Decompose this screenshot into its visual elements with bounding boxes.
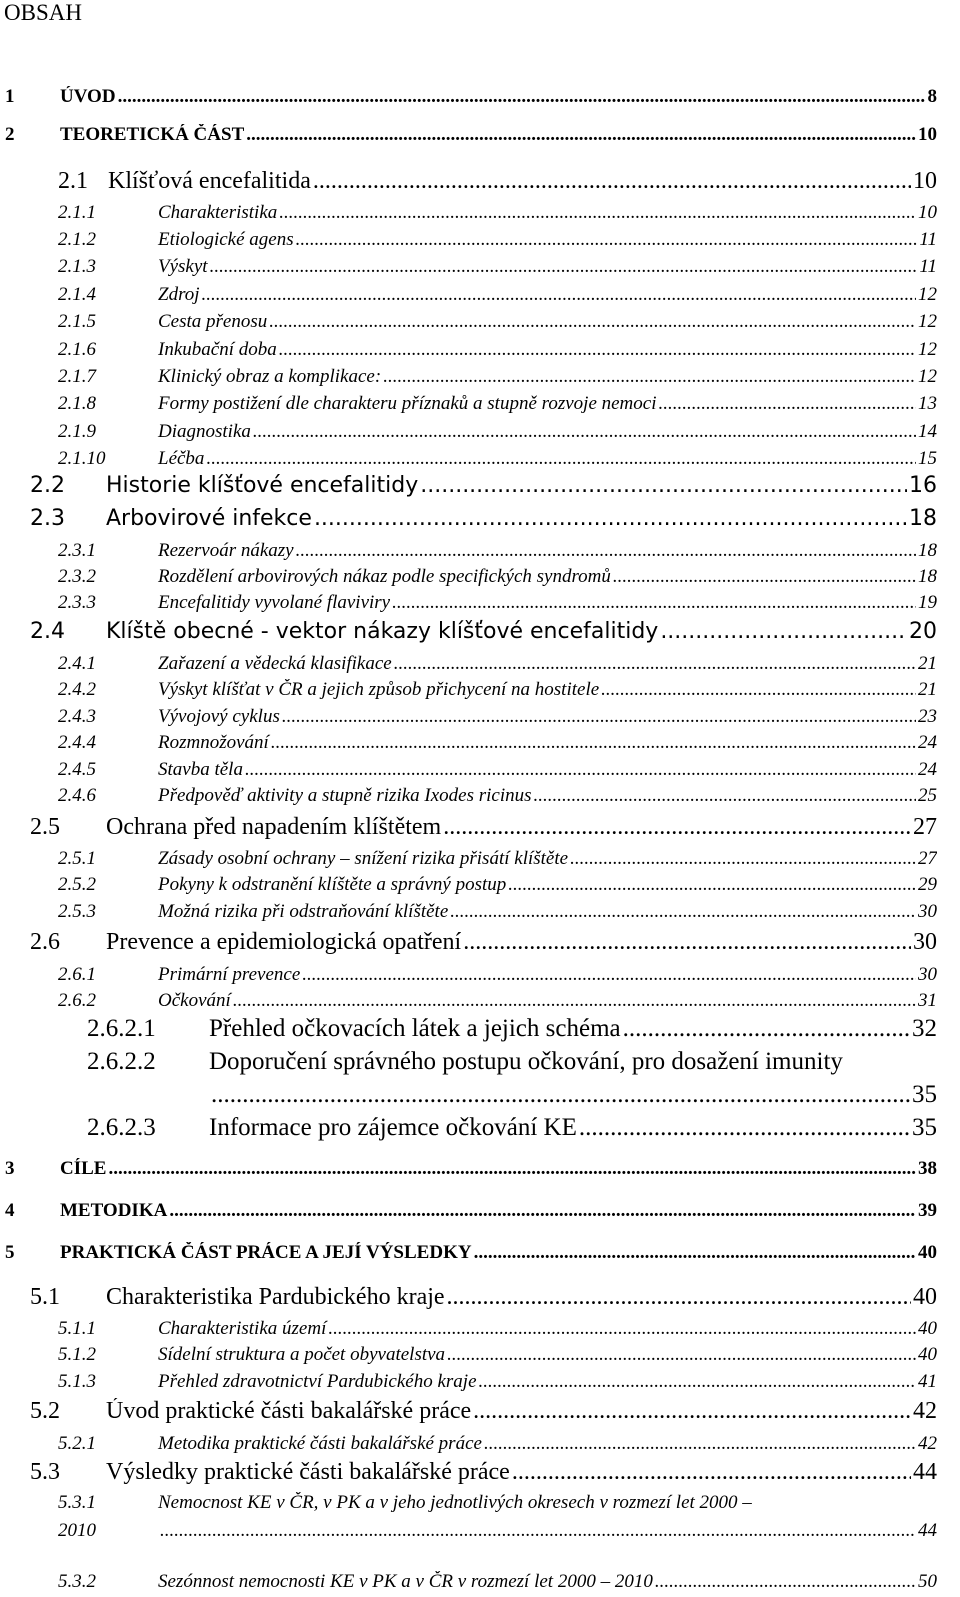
toc-entry[interactable] [5, 1200, 937, 1222]
toc-entry-page: 12 [918, 311, 937, 332]
toc-entry[interactable] [58, 256, 937, 278]
toc-entry[interactable] [87, 1114, 937, 1142]
toc-entry-number: 2.1.10 [58, 448, 106, 469]
toc-entry-page: 24 [918, 759, 937, 780]
toc-entry-label: Diagnostika [158, 421, 251, 442]
toc-leader-dots [447, 1284, 911, 1311]
toc-entry-label: Metodika praktické části bakalářské práce [158, 1433, 482, 1454]
toc-leader-dots [269, 311, 916, 333]
toc-entry[interactable] [58, 848, 937, 870]
toc-entry[interactable] [30, 929, 937, 956]
toc-leader-dots [392, 592, 916, 614]
toc-entry[interactable] [58, 393, 937, 415]
toc-entry-page: 27 [918, 848, 937, 869]
toc-entry-page: 40 [918, 1242, 937, 1263]
toc-entry-page: 41 [918, 1371, 937, 1392]
toc-leader-dots [512, 1459, 911, 1486]
toc-entry-label: Úvod praktické části bakalářské práce [106, 1398, 472, 1424]
toc-entry-page: 40 [913, 1284, 937, 1310]
toc-leader-dots [394, 653, 916, 675]
toc-entry[interactable] [58, 1492, 937, 1514]
toc-entry-page: 40 [918, 1318, 937, 1339]
toc-entry-page: 18 [909, 506, 937, 531]
toc-leader-dots [655, 1571, 916, 1593]
toc-entry-page: 13 [918, 393, 937, 414]
toc-entry-number: 2.3.1 [58, 540, 96, 561]
toc-entry-page: 30 [913, 929, 937, 955]
toc-entry-continuation[interactable] [58, 1520, 937, 1542]
toc-leader-dots [613, 566, 916, 588]
toc-entry[interactable] [58, 311, 937, 333]
toc-entry[interactable] [58, 990, 937, 1012]
toc-entry-page: 32 [912, 1015, 937, 1042]
toc-entry-page: 16 [909, 473, 937, 498]
toc-entry-number: 1 [5, 86, 15, 107]
toc-leader-dots [302, 964, 916, 986]
toc-entry-number: 2.5.1 [58, 848, 96, 869]
toc-entry[interactable] [58, 706, 937, 728]
toc-entry-label: Možná rizika při odstraňování klíštěte [158, 901, 449, 922]
toc-leader-dots [601, 679, 916, 701]
toc-entry-page: 18 [918, 540, 937, 561]
toc-entry[interactable] [58, 732, 937, 754]
toc-leader-dots [233, 990, 916, 1012]
toc-entry-page: 44 [913, 1459, 937, 1485]
toc-entry-number: 4 [5, 1200, 15, 1221]
toc-entry-label: Výskyt [158, 256, 208, 277]
toc-entry-number: 2.1.4 [58, 284, 96, 305]
toc-entry-page: 18 [918, 566, 937, 587]
toc-entry-page: 12 [918, 366, 937, 387]
toc-entry-page: 14 [918, 421, 937, 442]
toc-leader-dots [246, 124, 916, 146]
toc-entry-page: 42 [913, 1398, 937, 1424]
toc-entry[interactable] [30, 1398, 937, 1425]
toc-entry-number: 2.1 [58, 168, 88, 194]
toc-entry-number: 2.4.2 [58, 679, 96, 700]
toc-entry[interactable] [58, 1371, 937, 1393]
toc-entry[interactable] [58, 202, 937, 224]
toc-entry-continuation[interactable] [209, 1081, 937, 1109]
toc-entry[interactable] [87, 1015, 937, 1043]
toc-entry-page: 42 [918, 1433, 937, 1454]
toc-entry[interactable] [58, 785, 937, 807]
toc-entry-label: Výskyt klíšťat v ČR a jejich způsob přichycení na hostitele [158, 679, 600, 700]
toc-entry-number: 5.1.3 [58, 1371, 96, 1392]
toc-entry[interactable] [58, 1344, 937, 1366]
toc-entry-page: 20 [909, 619, 937, 644]
toc-entry-page: 19 [918, 592, 937, 613]
toc-leader-dots [282, 706, 916, 728]
toc-entry-label: Zařazení a vědecká klasifikace [158, 653, 392, 674]
toc-entry-number: 2.6 [30, 929, 60, 955]
toc-entry[interactable] [30, 1459, 937, 1486]
toc-leader-dots [253, 421, 916, 443]
toc-entry-label: Historie klíšťové encefalitidy [106, 473, 419, 498]
toc-leader-dots [328, 1318, 916, 1340]
toc-entry-number: 5.2 [30, 1398, 60, 1424]
toc-entry-label: Charakteristika [158, 202, 278, 223]
toc-entry[interactable] [58, 448, 937, 470]
toc-entry-label: Předpověď aktivity a stupně rizika Ixodes ricinus [158, 785, 532, 806]
toc-entry-label: Pokyny k odstranění klíštěte a správný postup [158, 874, 507, 895]
toc-entry-number: 2.6.2.1 [87, 1015, 156, 1042]
toc-entry-page: 23 [918, 706, 937, 727]
toc-leader-dots [579, 1114, 910, 1142]
toc-leader-dots [211, 1081, 910, 1109]
toc-entry-label: Primární prevence [158, 964, 301, 985]
toc-entry-number: 5.3.1 [58, 1492, 96, 1513]
toc-entry-label: Ochrana před napadením klíštětem [106, 814, 442, 840]
toc-entry-label: Stavba těla [158, 759, 243, 780]
toc-entry-page: 21 [918, 653, 937, 674]
toc-entry[interactable] [58, 759, 937, 781]
toc-entry[interactable] [5, 124, 937, 146]
toc-entry-page: 12 [918, 339, 937, 360]
toc-entry-label: PRAKTICKÁ ČÁST PRÁCE A JEJÍ VÝSLEDKY [60, 1242, 472, 1263]
toc-entry-number: 2.1.9 [58, 421, 96, 442]
toc-leader-dots [450, 901, 916, 923]
toc-entry-label: CÍLE [60, 1158, 107, 1179]
toc-entry-number: 2.6.2.3 [87, 1114, 156, 1141]
toc-entry-label: TEORETICKÁ ČÁST [60, 124, 245, 145]
toc-entry-page: 44 [918, 1520, 937, 1541]
toc-entry-page: 10 [918, 202, 937, 223]
toc-entry-page: 25 [918, 785, 937, 806]
toc-entry-number: 2.4.6 [58, 785, 96, 806]
toc-entry-label: Zásady osobní ochrany – snížení rizika přisátí klíštěte [158, 848, 569, 869]
toc-entry-label: Doporučení správného postupu očkování, pro dosažení imunity [209, 1048, 843, 1075]
toc-leader-dots [296, 229, 918, 251]
toc-entry[interactable] [58, 1571, 937, 1593]
toc-entry-label: Klinický obraz a komplikace: [158, 366, 382, 387]
toc-entry-number: 2.4 [30, 619, 65, 644]
toc-entry[interactable] [58, 1433, 937, 1455]
toc-entry-page: 11 [919, 256, 937, 277]
toc-entry-page: 8 [927, 86, 937, 107]
toc-entry[interactable] [58, 1318, 937, 1340]
toc-entry-label: Zdroj [158, 284, 200, 305]
toc-leader-dots [271, 732, 916, 754]
toc-entry[interactable] [30, 619, 937, 644]
toc-entry-label: Klíšťová encefalitida [108, 168, 311, 194]
toc-entry[interactable] [58, 964, 937, 986]
toc-entry-page: 50 [918, 1571, 937, 1592]
toc-entry-number: 2.1.5 [58, 311, 96, 332]
toc-entry-label: Charakteristika území [158, 1318, 327, 1339]
toc-leader-dots [463, 929, 911, 956]
toc-entry[interactable] [58, 566, 937, 588]
toc-entry-page: 15 [918, 448, 937, 469]
toc-leader-dots [508, 874, 916, 896]
toc-entry-number: 5 [5, 1242, 15, 1263]
toc-entry-number: 2.5 [30, 814, 60, 840]
toc-entry[interactable] [58, 653, 937, 675]
toc-entry-label: Přehled zdravotnictví Pardubického kraje [158, 1371, 477, 1392]
toc-entry-label: Rozmnožování [158, 732, 269, 753]
toc-entry-number: 2 [5, 124, 15, 145]
toc-leader-dots [160, 1520, 916, 1542]
toc-leader-dots [473, 1398, 911, 1425]
toc-entry-number: 5.1.2 [58, 1344, 96, 1365]
toc-entry-number: 5.3 [30, 1459, 60, 1485]
toc-leader-dots [202, 284, 916, 306]
toc-entry-page: 10 [918, 124, 937, 145]
toc-entry-page: 35 [912, 1114, 937, 1141]
toc-entry-page: 27 [913, 814, 937, 840]
toc-leader-dots [118, 86, 926, 108]
toc-entry-number: 5.1.1 [58, 1318, 96, 1339]
toc-entry-number: 2.6.2 [58, 990, 96, 1011]
toc-leader-dots [210, 256, 918, 278]
toc-entry-number: 2.1.1 [58, 202, 96, 223]
toc-entry-number: 5.3.2 [58, 1571, 96, 1592]
toc-leader-dots [314, 506, 907, 531]
toc-entry-page: 29 [918, 874, 937, 895]
toc-leader-dots [659, 393, 917, 415]
toc-entry[interactable] [58, 592, 937, 614]
toc-entry[interactable] [58, 679, 937, 701]
toc-entry-number: 2.6.2.2 [87, 1048, 156, 1075]
toc-leader-dots [108, 1158, 916, 1180]
toc-entry[interactable] [5, 1158, 937, 1180]
toc-entry-label: Formy postižení dle charakteru příznaků a stupně rozvoje nemoci [158, 393, 657, 414]
toc-entry[interactable] [5, 1242, 937, 1264]
toc-entry-label: Inkubační doba [158, 339, 277, 360]
toc-leader-dots [479, 1371, 916, 1393]
toc-entry-number: 2.3 [30, 506, 65, 531]
toc-leader-dots [313, 168, 911, 195]
toc-entry-number: 5.1 [30, 1284, 60, 1310]
toc-leader-dots [570, 848, 916, 870]
toc-entry[interactable] [58, 284, 937, 306]
toc-entry[interactable] [87, 1048, 937, 1076]
toc-entry-label-continuation: 2010 [58, 1520, 96, 1541]
toc-leader-dots [447, 1344, 916, 1366]
toc-entry-page: 12 [918, 284, 937, 305]
toc-entry-number: 2.4.1 [58, 653, 96, 674]
toc-entry-label: Sídelní struktura a počet obyvatelstva [158, 1344, 446, 1365]
toc-entry[interactable] [30, 473, 937, 498]
toc-entry-number: 2.1.6 [58, 339, 96, 360]
toc-entry-number: 2.1.7 [58, 366, 96, 387]
toc-entry-label: Prevence a epidemiologická opatření [106, 929, 462, 955]
toc-entry-page: 11 [919, 229, 937, 250]
toc-entry[interactable] [58, 229, 937, 251]
toc-entry-page: 10 [913, 168, 937, 194]
toc-entry-label: METODIKA [60, 1200, 168, 1221]
toc-entry-number: 2.1.3 [58, 256, 96, 277]
toc-entry-page: 39 [918, 1200, 937, 1221]
toc-leader-dots [206, 448, 916, 470]
toc-entry[interactable] [58, 874, 937, 896]
toc-leader-dots [443, 814, 911, 841]
toc-leader-dots [279, 339, 916, 361]
toc-leader-dots [383, 366, 916, 388]
toc-entry-page: 21 [918, 679, 937, 700]
toc-leader-dots [660, 619, 907, 644]
toc-leader-dots [534, 785, 916, 807]
toc-entry-page: 30 [918, 964, 937, 985]
toc-entry-number: 2.5.3 [58, 901, 96, 922]
toc-entry[interactable] [58, 168, 937, 195]
toc-entry-label: Informace pro zájemce očkování KE [209, 1114, 577, 1141]
toc-leader-dots [474, 1242, 916, 1264]
toc-leader-dots [296, 540, 916, 562]
toc-entry-label: Arbovirové infekce [106, 506, 312, 531]
toc-entry-label: Rozdělení arbovirových nákaz podle specifických syndromů [158, 566, 611, 587]
toc-entry-page: 38 [918, 1158, 937, 1179]
toc-entry-label: Sezónnost nemocnosti KE v PK a v ČR v rozmezí let 2000 – 2010 [158, 1571, 653, 1592]
toc-entry[interactable] [58, 901, 937, 923]
toc-entry-page: 35 [912, 1081, 937, 1108]
toc-entry-number: 2.4.3 [58, 706, 96, 727]
toc-entry-label: Etiologické agens [158, 229, 294, 250]
toc-entry-label: Léčba [158, 448, 205, 469]
toc-entry-label: Cesta přenosu [158, 311, 268, 332]
page-title: OBSAH [4, 0, 82, 25]
toc-entry-page: 40 [918, 1344, 937, 1365]
toc-entry-label: Výsledky praktické části bakalářské práce [106, 1459, 510, 1485]
toc-entry-number: 2.4.4 [58, 732, 96, 753]
toc-entry[interactable] [58, 421, 937, 443]
toc-entry[interactable] [58, 366, 937, 388]
toc-entry-page: 24 [918, 732, 937, 753]
toc-entry-number: 2.3.2 [58, 566, 96, 587]
toc-entry-label: Přehled očkovacích látek a jejich schéma [209, 1015, 621, 1042]
toc-entry-number: 2.4.5 [58, 759, 96, 780]
toc-entry-number: 2.3.3 [58, 592, 96, 613]
toc-leader-dots [420, 473, 907, 498]
toc-leader-dots [169, 1200, 916, 1222]
toc-entry[interactable] [58, 339, 937, 361]
toc-entry-number: 2.2 [30, 473, 65, 498]
toc-leader-dots [245, 759, 916, 781]
toc-leader-dots [623, 1015, 910, 1043]
toc-entry-number: 2.5.2 [58, 874, 96, 895]
toc-entry-number: 2.1.2 [58, 229, 96, 250]
toc-entry-label: Očkování [158, 990, 231, 1011]
toc-entry-page: 30 [918, 901, 937, 922]
toc-entry[interactable] [5, 86, 937, 108]
toc-entry[interactable] [30, 506, 937, 531]
toc-entry-number: 2.1.8 [58, 393, 96, 414]
toc-entry-label: Charakteristika Pardubického kraje [106, 1284, 445, 1310]
toc-entry[interactable] [58, 540, 937, 562]
toc-entry-number: 3 [5, 1158, 15, 1179]
toc-leader-dots [279, 202, 916, 224]
toc-entry[interactable] [30, 1284, 937, 1311]
toc-leader-dots [484, 1433, 916, 1455]
toc-entry-label: Rezervoár nákazy [158, 540, 294, 561]
toc-entry-label: Nemocnost KE v ČR, v PK a v jeho jednotlivých okresech v rozmezí let 2000 – [158, 1492, 752, 1513]
toc-entry-label: Vývojový cyklus [158, 706, 280, 727]
toc-entry-label: Encefalitidy vyvolané flaviviry [158, 592, 391, 613]
toc-entry-label: Klíště obecné - vektor nákazy klíšťové encefalitidy [106, 619, 659, 644]
toc-entry-label: ÚVOD [60, 86, 116, 107]
toc-entry-page: 31 [918, 990, 937, 1011]
toc-entry-number: 2.6.1 [58, 964, 96, 985]
toc-entry-number: 5.2.1 [58, 1433, 96, 1454]
toc-entry[interactable] [30, 814, 937, 841]
